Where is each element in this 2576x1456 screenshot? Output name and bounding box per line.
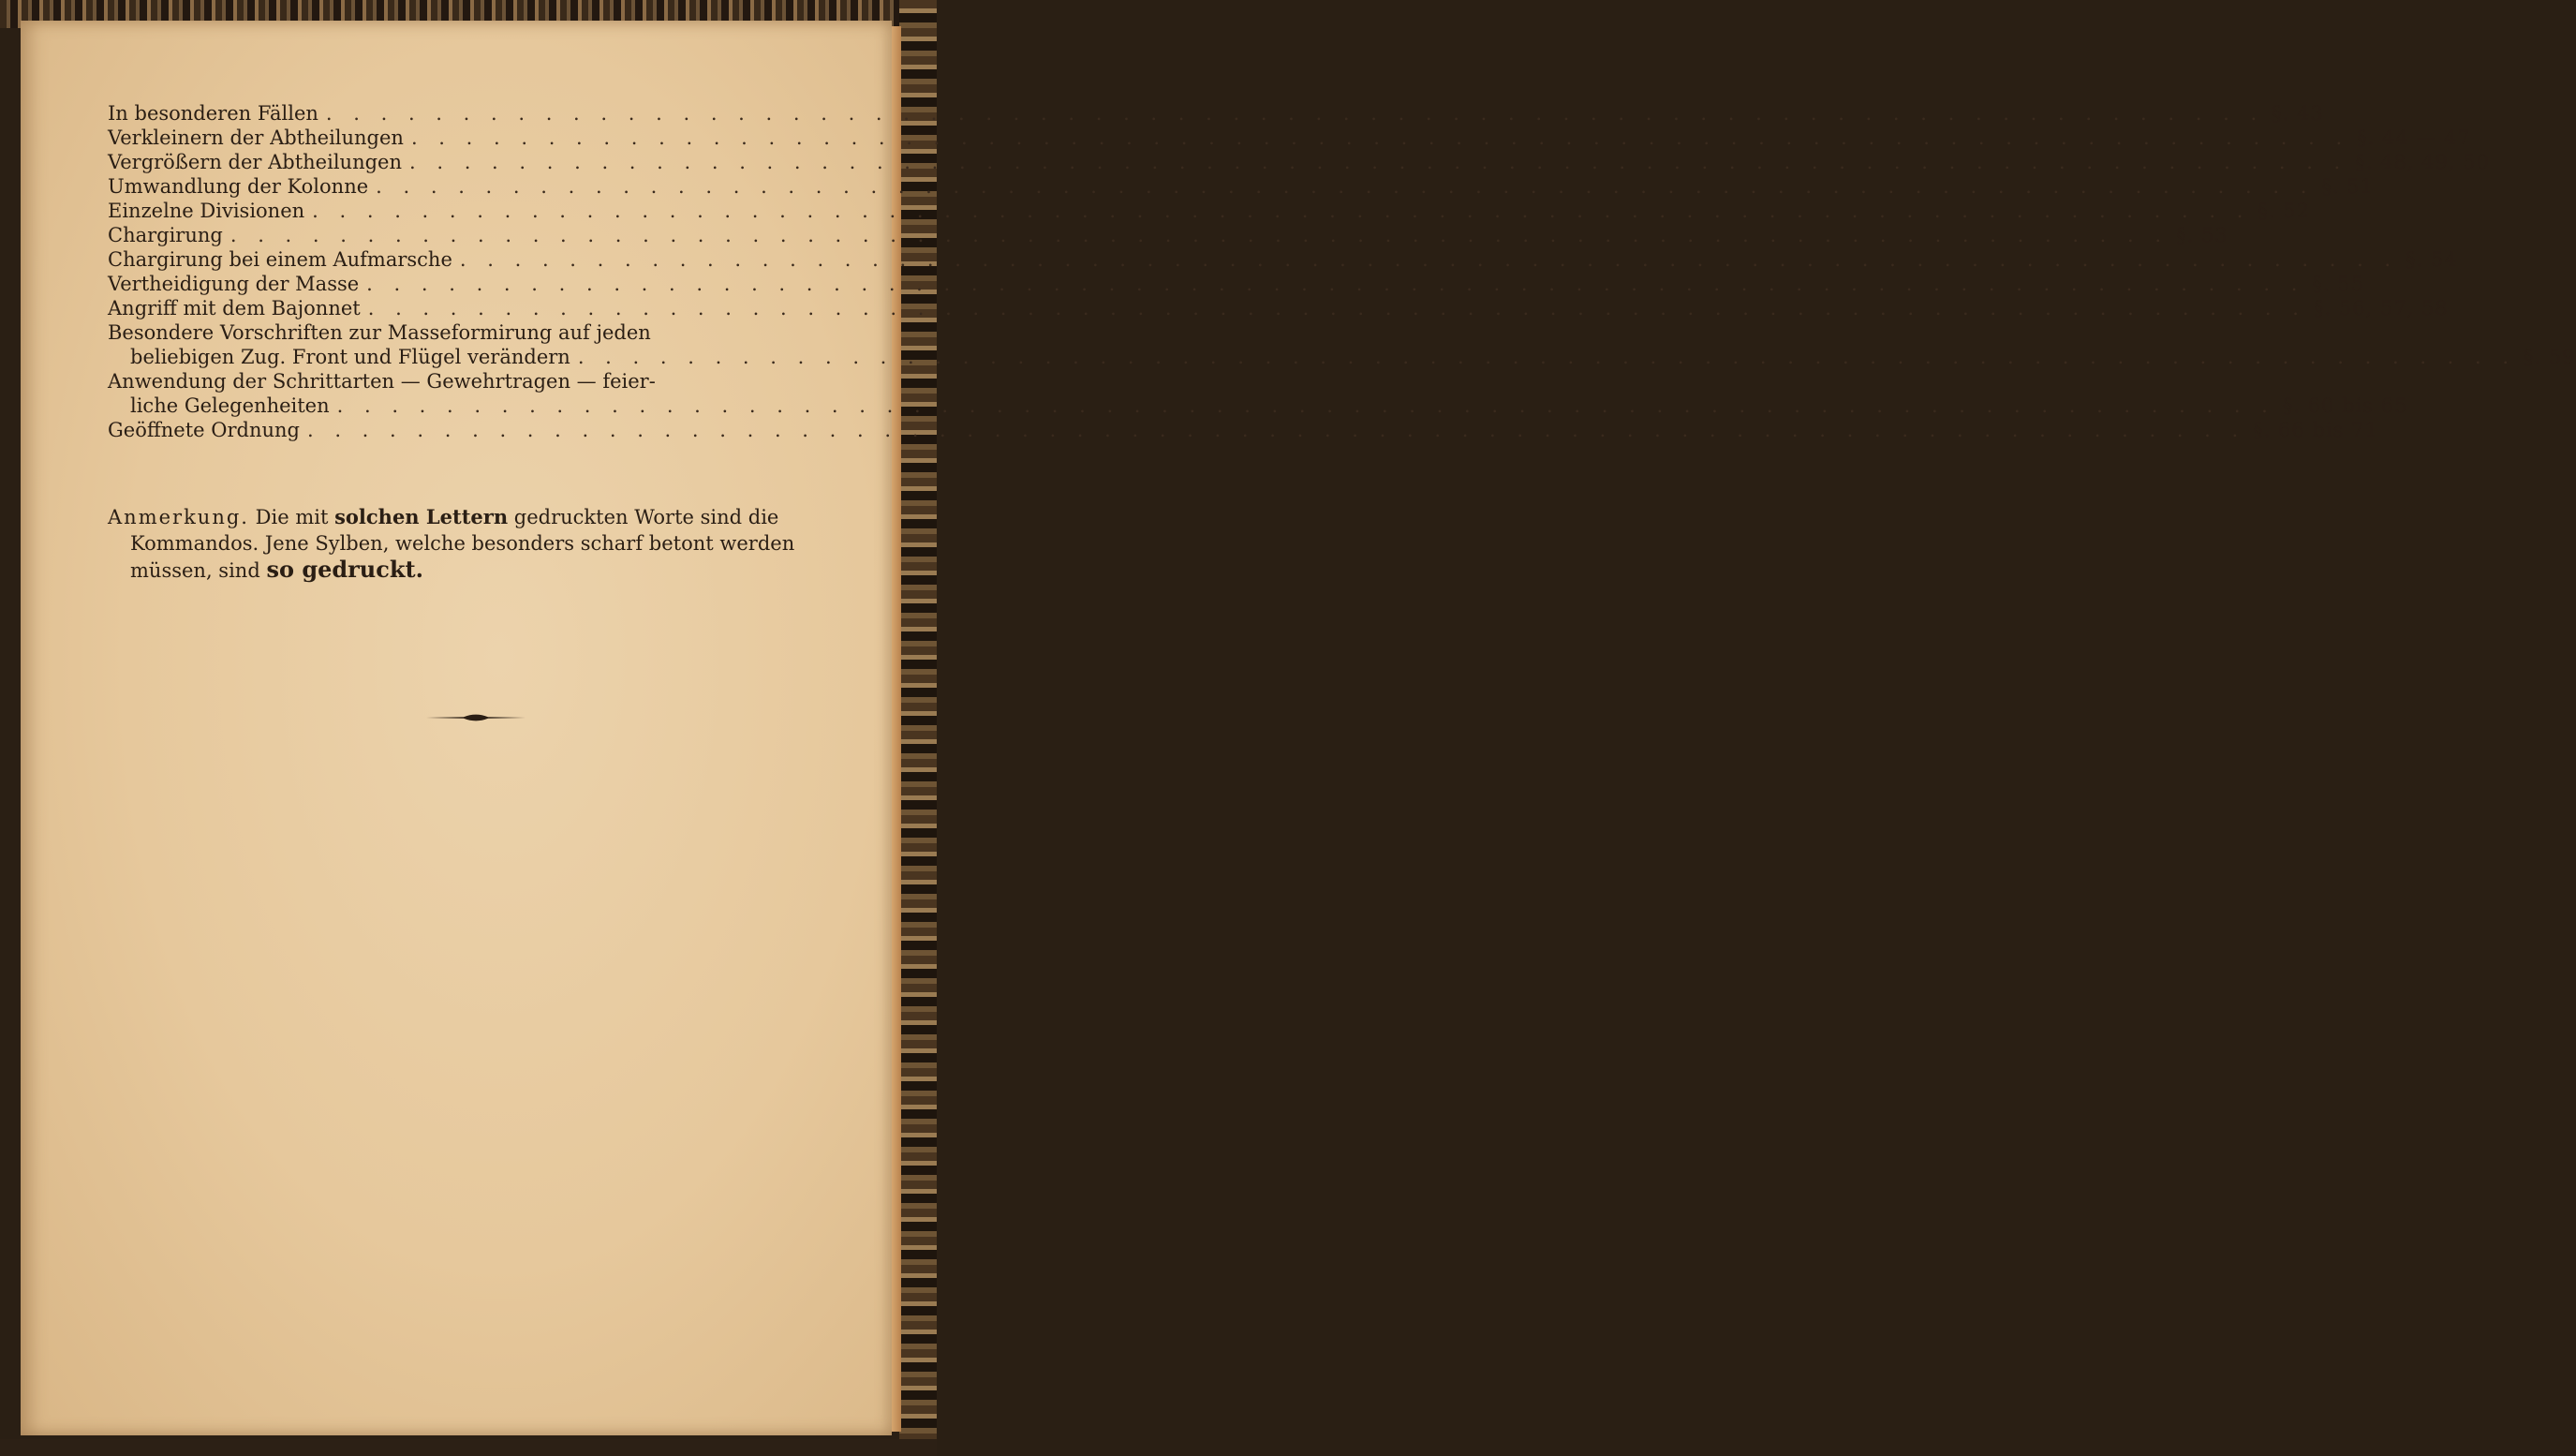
note-line xyxy=(108,557,812,584)
toc-title: Geöffnete Ordnung xyxy=(108,419,300,441)
toc-ref: §. 54 xyxy=(2406,248,2458,271)
toc-title: Besondere Vorschriften zur Masseformirung auf jeden xyxy=(108,321,651,344)
toc-row xyxy=(108,345,2576,369)
book-cover-bottom xyxy=(0,1439,937,1456)
toc-row xyxy=(108,223,2228,247)
toc-ref: §. 56, 57, 58 xyxy=(2313,297,2449,319)
toc-title: Umwandlung der Kolonne xyxy=(108,175,369,198)
dot-leader: . . . . . . . . . . . . . . . . . . . . . . . . . . . . . . . . . . . . . . . . . . . . . . . . . . . . . . . . . . . . . . . . . . . . . . . xyxy=(229,224,2169,246)
dot-leader: . . . . . . . . . . . . . . . . . . . . . . . . . . . . . . . . . . . . . . . . . . . . . . . . . . . . . . . . . . . . . . . . . . . . . . . xyxy=(459,248,2399,271)
toc-row xyxy=(108,199,2310,223)
note-bold-sample: solchen Lettern xyxy=(334,505,509,528)
note-text: müssen, sind xyxy=(130,559,260,582)
note-text: gedruckten Worte sind die xyxy=(513,506,779,528)
toc-row xyxy=(108,101,2324,126)
toc-title: Chargirung bei einem Aufmarsche xyxy=(108,248,452,271)
dot-leader: . . . . . . . . . . . . . . . . . . . . . . . . . . . . . . . . . . . . . . . . . . . . . . . . . . . . . . . . . . . . . . . . . . . . . . . xyxy=(410,126,2350,149)
toc-row xyxy=(108,174,2374,199)
note-lead: Anmerkung. xyxy=(108,506,249,528)
toc-row xyxy=(108,272,2364,296)
toc-row xyxy=(108,296,2449,320)
note-line: Kommandos. Jene Sylben, welche besonders scharf betont werden xyxy=(130,532,795,555)
toc-row xyxy=(108,150,2490,174)
toc-title: beliebigen Zug. Front und Flügel verändern xyxy=(130,346,570,368)
toc-ref: §. 44 — 47 xyxy=(2357,126,2471,149)
dot-leader: . . . . . . . . . . . . . . . . . . . . . . . . . . . . . . . . . . . . . . . . . . . . . . . . . . . . . . . . . . . . . . . . . . . . . . . xyxy=(367,297,2306,319)
toc-ref: §. 55 xyxy=(2312,273,2364,295)
ornament-rule-icon xyxy=(426,712,526,723)
toc-title: liche Gelegenheiten xyxy=(130,394,330,417)
dot-leader: . . . . . . . . . . . . . . . . . . . . . . . . . . . . . . . . . . . . . . . . . . . . . . . . . . . . . . . . . . . . . . . . . . . . . . . xyxy=(325,102,2265,125)
toc-title: In besonderen Fällen xyxy=(108,102,318,125)
toc-title: Vergrößern der Abtheilungen xyxy=(108,151,402,173)
note-emphasis-sample: so gedruckt. xyxy=(266,556,423,583)
toc-title: Chargirung xyxy=(108,224,223,246)
toc-row xyxy=(108,369,810,394)
table-of-contents xyxy=(108,101,2576,442)
toc-title: Einzelne Divisionen xyxy=(108,200,305,222)
toc-ref: §. 60 bis 65 xyxy=(2282,394,2408,417)
dot-leader: . . . . . . . . . . . . . . . . . . . . . . . . . . . . . . . . . . . . . . . . . . . . . . . . . . . . . . . . . . . . . . . . . . . . . . . xyxy=(336,394,2275,417)
toc-ref: §. 53 xyxy=(2176,224,2228,246)
toc-ref: §. 43 xyxy=(2272,102,2324,125)
toc-ref: §. 59 xyxy=(2524,346,2576,368)
toc-title: Anwendung der Schrittarten — Gewehrtragen — feier- xyxy=(108,370,656,393)
dot-leader: . . . . . . . . . . . . . . . . . . . . . . . . . . . . . . . . . . . . . . . . . . . . . . . . . . . . . . . . . . . . . . . . . . . . . . . xyxy=(366,273,2305,295)
dot-leader: . . . . . . . . . . . . . . . . . . . . . . . . . . . . . . . . . . . . . . . . . . . . . . . . . . . . . . . . . . . . . . . . . . . . . . . xyxy=(409,151,2348,173)
dot-leader: . . . . . . . . . . . . . . . . . . . . . . . . . . . . . . . . . . . . . . . . . . . . . . . . . . . . . . . . . . . . . . . . . . . . . . . xyxy=(306,419,2246,441)
toc-row xyxy=(108,126,2471,150)
toc-row xyxy=(108,320,810,345)
toc-title: Angriff mit dem Bajonnet xyxy=(108,297,361,319)
footnote xyxy=(108,504,812,584)
toc-row xyxy=(108,247,2458,272)
note-text: Die mit xyxy=(255,506,329,528)
toc-ref: §. 48, 49, 50 xyxy=(2355,151,2490,173)
dot-leader: . . . . . . . . . . . . . . . . . . . . . . . . . . . . . . . . . . . . . . . . . . . . . . . . . . . . . . . . . . . . . . . . . . . . . . . xyxy=(376,175,2315,198)
toc-ref: §. 51 xyxy=(2321,175,2374,198)
toc-title: Vertheidigung der Masse xyxy=(108,273,360,295)
dot-leader: . . . . . . . . . . . . . . . . . . . . . . . . . . . . . . . . . . . . . . . . . . . . . . . . . . . . . . . . . . . . . . . . . . . . . . . xyxy=(577,346,2517,368)
toc-ref: §. 66 bis 71 xyxy=(2253,419,2378,441)
toc-row xyxy=(108,394,2408,418)
toc-title: Verkleinern der Abtheilungen xyxy=(108,126,404,149)
dot-leader: . . . . . . . . . . . . . . . . . . . . . . . . . . . . . . . . . . . . . . . . . . . . . . . . . . . . . . . . . . . . . . . . . . . . . . . xyxy=(312,200,2251,222)
toc-row xyxy=(108,418,2378,442)
note-line xyxy=(108,504,812,530)
toc-ref: §. 52 xyxy=(2258,200,2310,222)
